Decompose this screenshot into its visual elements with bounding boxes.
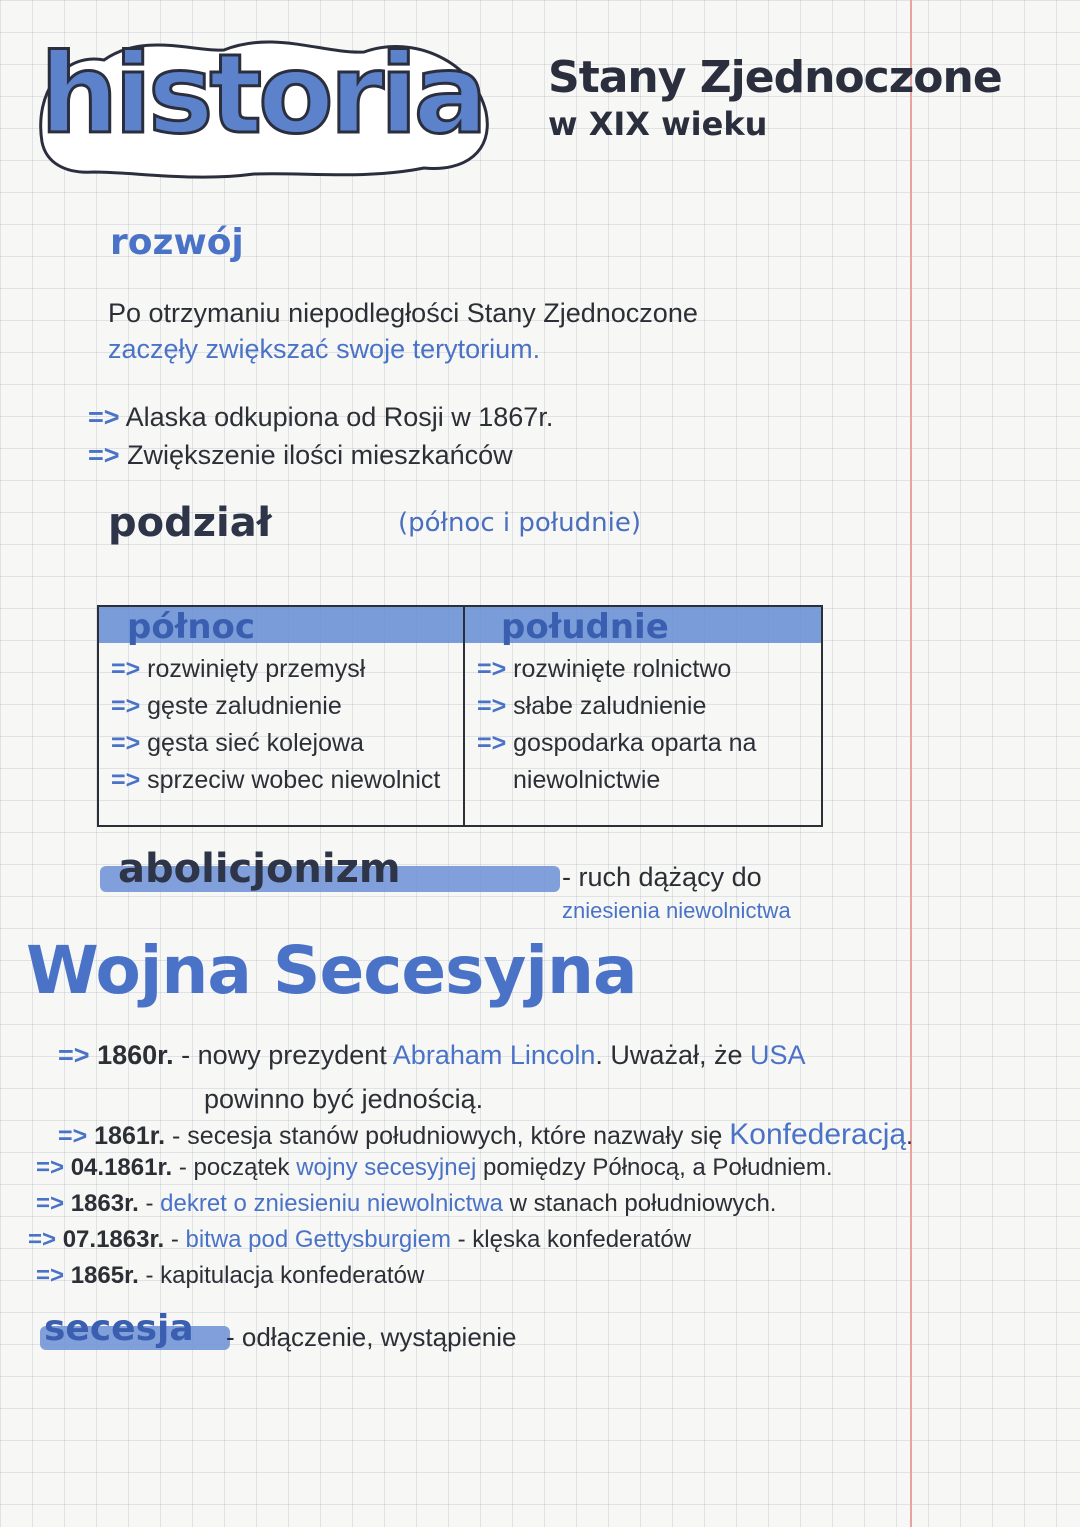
podzial-note: (północ i południe) bbox=[398, 508, 642, 538]
event-year: 1863r. bbox=[70, 1190, 139, 1217]
table-row bbox=[477, 762, 756, 799]
event-year: 1860r. bbox=[97, 1040, 174, 1070]
event-text: . Uważał, że bbox=[595, 1040, 750, 1070]
table-row bbox=[111, 725, 440, 762]
arrow-icon: => bbox=[58, 1122, 88, 1150]
arrow-icon: => bbox=[28, 1226, 57, 1253]
secesja-def: - odłączenie, wystąpienie bbox=[226, 1322, 517, 1352]
heading-secesja: secesja bbox=[44, 1308, 194, 1349]
event-year: 1861r. bbox=[94, 1122, 166, 1150]
arrow-icon: => bbox=[36, 1190, 65, 1217]
historia-logo-text: historia bbox=[40, 30, 484, 158]
row-text: gospodarka oparta na bbox=[513, 729, 757, 757]
rozwoj-intro-line1: Po otrzymaniu niepodległości Stany Zjednoczone bbox=[108, 298, 698, 328]
table-row bbox=[111, 762, 440, 799]
north-column bbox=[99, 607, 465, 825]
event-year: 07.1863r. bbox=[62, 1226, 165, 1253]
event-text: - nowy prezydent bbox=[181, 1040, 393, 1070]
event-highlight: USA bbox=[749, 1040, 806, 1070]
timeline-row bbox=[58, 1118, 913, 1152]
event-text: pomiędzy Północą, a Południem. bbox=[476, 1154, 833, 1181]
event-year: 1865r. bbox=[70, 1262, 139, 1289]
table-row bbox=[111, 651, 440, 688]
event-highlight: Abraham Lincoln bbox=[392, 1040, 596, 1070]
arrow-icon: => bbox=[111, 729, 141, 757]
arrow-icon: => bbox=[88, 402, 120, 432]
table-row bbox=[477, 651, 756, 688]
timeline-row bbox=[36, 1190, 776, 1218]
timeline-row bbox=[58, 1040, 806, 1071]
arrow-icon: => bbox=[58, 1040, 90, 1070]
row-text: sprzeciw wobec niewolnict bbox=[147, 766, 441, 794]
arrow-icon: => bbox=[111, 766, 141, 794]
event-highlight: dekret o zniesieniu niewolnictwa bbox=[160, 1190, 503, 1217]
bullet-text: Zwiększenie ilości mieszkańców bbox=[127, 440, 513, 470]
arrow-icon: => bbox=[111, 692, 141, 720]
bullet-text: Alaska odkupiona od Rosji w 1867r. bbox=[125, 402, 554, 432]
arrow-icon: => bbox=[36, 1262, 65, 1289]
row-text: gęsta sieć kolejowa bbox=[147, 729, 364, 757]
event-text: - bbox=[170, 1226, 186, 1253]
rozwoj-bullet bbox=[88, 402, 553, 433]
event-text: w stanach południowych. bbox=[502, 1190, 777, 1217]
margin-line bbox=[910, 0, 912, 1527]
event-highlight: bitwa pod Gettysburgiem bbox=[185, 1226, 451, 1253]
timeline-row bbox=[36, 1154, 833, 1182]
table-row bbox=[477, 725, 756, 762]
row-text: rozwinięty przemysł bbox=[147, 655, 366, 683]
timeline-row bbox=[28, 1226, 691, 1254]
event-highlight: wojny secesyjnej bbox=[296, 1154, 477, 1181]
row-text: gęste zaludnienie bbox=[147, 692, 342, 720]
abolicjonizm-def-line1: - ruch dążący do bbox=[562, 862, 762, 892]
rozwoj-intro-line2: zaczęły zwiększać swoje terytorium. bbox=[108, 334, 541, 364]
heading-abolicjonizm: abolicjonizm bbox=[118, 846, 401, 892]
event-text: - bbox=[145, 1190, 161, 1217]
event-text: . bbox=[906, 1122, 913, 1150]
north-south-table bbox=[97, 605, 823, 827]
event-year: 04.1861r. bbox=[70, 1154, 173, 1181]
abolicjonizm-def-line2: zniesienia niewolnictwa bbox=[562, 898, 791, 923]
event-text: - secesja stanów południowych, które nazwały się bbox=[172, 1122, 730, 1150]
event-highlight: Konfederacją bbox=[729, 1118, 907, 1151]
heading-rozwoj: rozwój bbox=[110, 222, 244, 263]
event-text: - początek bbox=[178, 1154, 297, 1181]
north-header: północ bbox=[127, 607, 256, 647]
table-row bbox=[477, 688, 756, 725]
heading-podzial: podział bbox=[108, 500, 272, 546]
topic-subtitle: w XIX wieku bbox=[548, 105, 768, 143]
rozwoj-bullet bbox=[88, 440, 513, 471]
arrow-icon: => bbox=[477, 729, 507, 757]
arrow-icon: => bbox=[88, 440, 120, 470]
arrow-icon: => bbox=[477, 655, 507, 683]
arrow-icon: => bbox=[111, 655, 141, 683]
arrow-icon: => bbox=[477, 692, 507, 720]
topic-title: Stany Zjednoczone bbox=[548, 52, 1002, 103]
event-text: - kapitulacja konfederatów bbox=[145, 1262, 425, 1289]
row-text: rozwinięte rolnictwo bbox=[513, 655, 732, 683]
south-header: południe bbox=[501, 607, 669, 647]
table-row bbox=[111, 688, 440, 725]
event-text: - klęska konfederatów bbox=[450, 1226, 692, 1253]
timeline-row bbox=[36, 1262, 424, 1290]
row-text: słabe zaludnienie bbox=[513, 692, 707, 720]
south-column bbox=[465, 607, 821, 825]
heading-wojna-secesyjna: Wojna Secesyjna bbox=[26, 932, 637, 1009]
timeline-row-continued: powinno być jednością. bbox=[204, 1084, 484, 1114]
arrow-icon: => bbox=[36, 1154, 65, 1181]
row-text: niewolnictwie bbox=[513, 766, 661, 794]
